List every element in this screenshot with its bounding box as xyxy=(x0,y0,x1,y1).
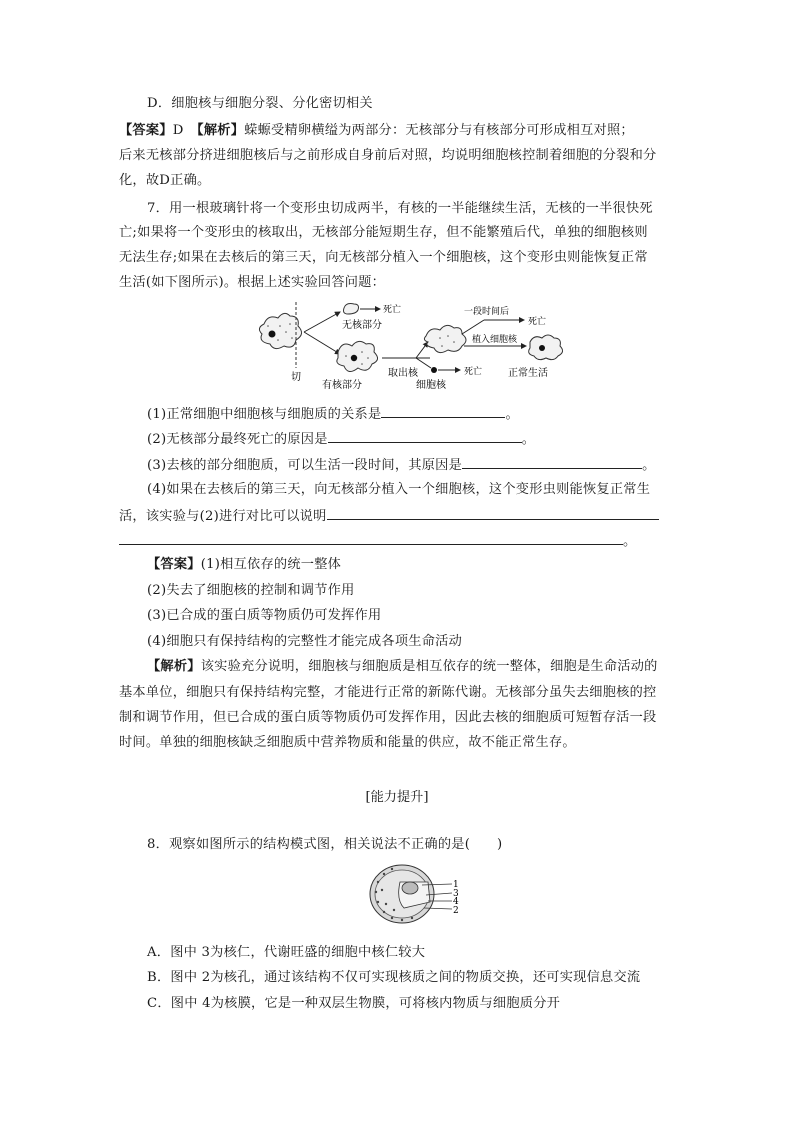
diagram-normal-life: 正常生活 xyxy=(508,368,548,379)
q7-sub4-line3: 。 xyxy=(119,531,636,551)
answer-tag: 【答案】 xyxy=(119,123,173,138)
q7-answer-2: (2)失去了细胞核的控制和调节作用 xyxy=(147,583,355,598)
diagram-after-time: 一段时间后 xyxy=(464,307,510,317)
q7-answer-3: (3)已合成的蛋白质等物质仍可发挥作用 xyxy=(147,608,382,623)
label-3: 3 xyxy=(453,889,459,899)
q7-answer-4: (4)细胞只有保持结构的完整性才能完成各项生命活动 xyxy=(147,634,463,649)
amoeba-enucleated-icon xyxy=(424,325,466,352)
label-2: 2 xyxy=(453,906,459,916)
diagram-nucleus: 细胞核 xyxy=(416,380,446,391)
q6-analysis-line2: 后来无核部分挤进细胞核后与之前形成自身前后对照，均说明细胞核控制着细胞的分裂和分 xyxy=(119,148,657,163)
answer-blank[interactable] xyxy=(462,455,642,469)
isolated-nucleus-icon xyxy=(431,367,437,373)
q7-stem-line3: 无法生存;如果在去核后的第三天，向无核部分植入一个细胞核，这个变形虫则能恢复正常 xyxy=(119,250,648,265)
diagram-with-nucleus: 有核部分 xyxy=(322,380,362,391)
q7-analysis-line3: 制和调节作用，但已合成的蛋白质等物质仍可发挥作用，因此去核的细胞质可短暂存活一段 xyxy=(119,710,657,725)
analysis-text: 蝾螈受精卵横缢为两部分：无核部分与有核部分可形成相互对照； xyxy=(244,123,634,138)
q7-sub1: (1)正常细胞中细胞核与细胞质的关系是 。 xyxy=(147,404,519,424)
answer-blank[interactable] xyxy=(119,531,623,545)
q7-stem-line4: 生活(如下图所示)。根据上述实验回答问题： xyxy=(119,275,386,290)
diagram-death1: 死亡 xyxy=(383,305,402,315)
q8-option-a[interactable]: A．图中 3为核仁，代谢旺盛的细胞中核仁较大 xyxy=(147,945,426,960)
q7-analysis-line4: 时间。单独的细胞核缺乏细胞质中营养物质和能量的供应，故不能正常生存。 xyxy=(119,735,576,750)
diagram-death2: 死亡 xyxy=(464,367,483,377)
diagram-death3: 死亡 xyxy=(528,317,547,327)
q6-analysis-line3: 化，故D正确。 xyxy=(119,173,211,188)
no-nucleus-fragment-icon xyxy=(344,304,359,315)
q7-sub2: (2)无核部分最终死亡的原因是 。 xyxy=(147,429,535,449)
amoeba-restored-icon xyxy=(529,335,563,360)
diagram-no-nucleus: 无核部分 xyxy=(342,320,382,331)
q7-analysis-line1: 【解析】该实验充分说明，细胞核与细胞质是相互依存的统一整体，细胞是生命活动的 xyxy=(147,659,658,674)
q7-stem-line1: 7．用一根玻璃针将一个变形虫切成两半，有核的一半能继续生活，无核的一半很快死 xyxy=(147,201,653,216)
q8-option-c[interactable]: C．图中 4为核膜，它是一种双层生物膜，可将核内物质与细胞质分开 xyxy=(147,996,561,1011)
q8-option-b[interactable]: B．图中 2为核孔，通过该结构不仅可实现核质之间的物质交换，还可实现信息交流 xyxy=(147,970,641,985)
q7-sub3: (3)去核的部分细胞质，可以生活一段时间，其原因是 。 xyxy=(147,455,656,475)
amoeba-whole-icon xyxy=(259,313,301,348)
q7-answer-1: 【答案】(1)相互依存的统一整体 xyxy=(147,557,342,572)
amoeba-nucleated-half-icon xyxy=(337,341,378,371)
q7-analysis-line2: 基本单位，细胞只有保持结构完整，才能进行正常的新陈代谢。无核部分虽失去细胞核的控 xyxy=(119,685,657,700)
q7-sub4-line1: (4)如果在去核后的第三天，向无核部分植入一个细胞核，这个变形虫则能恢复正常生 xyxy=(147,482,651,497)
q7-sub4-line2: 活，该实验与(2)进行对比可以说明 xyxy=(119,506,659,526)
q6-option-d: D．细胞核与细胞分裂、分化密切相关 xyxy=(147,96,373,111)
label-1: 1 xyxy=(453,880,459,890)
diagram-implant: 植入细胞核 xyxy=(472,335,518,345)
label-4: 4 xyxy=(453,897,459,907)
nucleus-structure-diagram xyxy=(366,862,462,928)
nucleolus-icon xyxy=(402,882,418,894)
answer-blank[interactable] xyxy=(381,404,505,418)
section-title: [能力提升] xyxy=(365,790,429,805)
answer-blank[interactable] xyxy=(327,506,659,520)
q6-answer-line xyxy=(119,122,634,140)
answer-value: D xyxy=(172,123,198,138)
amoeba-experiment-diagram xyxy=(250,296,580,392)
analysis-tag: 【解析】 xyxy=(197,123,245,138)
q8-stem: 8．观察如图所示的结构模式图，相关说法不正确的是( ) xyxy=(147,837,503,852)
q7-stem-line2: 亡;如果将一个变形虫的核取出，无核部分能短期生存，但不能繁殖后代，单独的细胞核则 xyxy=(119,225,648,240)
diagram-cut-label: 切 xyxy=(291,372,301,383)
answer-blank[interactable] xyxy=(328,429,522,443)
diagram-remove-nucleus: 取出核 xyxy=(388,368,418,379)
